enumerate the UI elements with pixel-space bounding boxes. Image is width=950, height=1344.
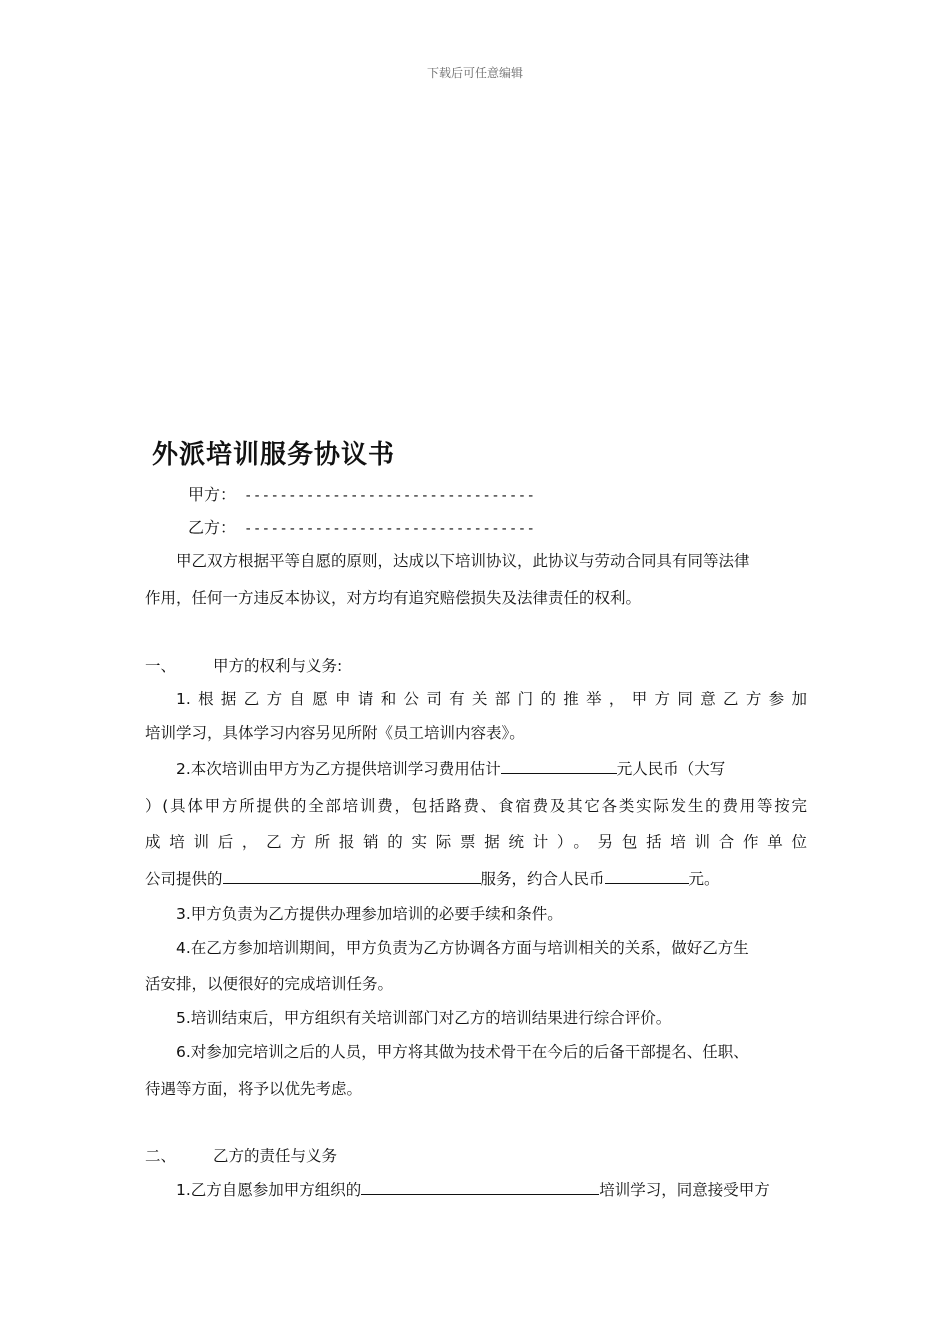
- s1-item2-line2: ）(具体甲方所提供的全部培训费，包括路费、食宿费及其它各类实际发生的费用等按完: [145, 797, 807, 815]
- s1-item2-text-g: 元。: [688, 870, 720, 888]
- s1-item1-line1: 1.根据乙方自愿申请和公司有关部门的推举，甲方同意乙方参加: [176, 690, 807, 708]
- document-title: 外派培训服务协议书: [152, 440, 396, 470]
- s1-item4-line2: 活安排，以便很好的完成培训任务。: [145, 975, 394, 993]
- party-b-line: [188, 515, 535, 538]
- s2-item1-text-b: 培训学习，同意接受甲方: [599, 1181, 770, 1199]
- party-a-label: 甲方：: [188, 485, 237, 504]
- s1-item2-text-f: 服务，约合人民币: [480, 870, 605, 888]
- section2-title: 乙方的责任与义务: [213, 1147, 338, 1165]
- s1-item4-line1: 4.在乙方参加培训期间，甲方负责为乙方协调各方面与培训相关的关系，做好乙方生: [176, 939, 749, 957]
- party-a-line: [188, 482, 535, 505]
- party-b-blank: ---------------------------------: [244, 521, 536, 537]
- s1-item2-text-e: 公司提供的: [145, 870, 223, 888]
- s1-item2-line4: [145, 867, 807, 889]
- training-name-blank: [361, 1193, 599, 1195]
- s1-item3: 3.甲方负责为乙方提供办理参加培训的必要手续和条件。: [176, 905, 563, 923]
- s2-item1-line1: [176, 1178, 807, 1200]
- partner-company-blank: [223, 882, 481, 884]
- service-amount-blank: [605, 882, 689, 884]
- s1-item5: 5.培训结束后，甲方组织有关培训部门对乙方的培训结果进行综合评价。: [176, 1009, 672, 1027]
- s1-item2-text-b: 元人民币（大写: [616, 760, 726, 778]
- s1-item6-line2: 待遇等方面，将予以优先考虑。: [145, 1080, 363, 1098]
- s1-item6-line1: 6.对参加完培训之后的人员，甲方将其做为技术骨干在今后的后备干部提名、任职、: [176, 1043, 749, 1061]
- section1-number: 一、: [145, 657, 177, 675]
- s1-item2-line3: 成培训后，乙方所报销的实际票据统计）。另包括培训合作单位: [145, 833, 807, 851]
- party-a-blank: ---------------------------------: [244, 488, 536, 504]
- s2-item1-text-a: 1.乙方自愿参加甲方组织的: [176, 1181, 362, 1199]
- section1-heading: [145, 654, 807, 676]
- fee-estimate-blank: [501, 772, 617, 774]
- s1-item2-text-a: 2.本次培训由甲方为乙方提供培训学习费用估计: [176, 760, 501, 778]
- section2-heading: [145, 1144, 807, 1166]
- party-b-label: 乙方：: [188, 518, 237, 537]
- intro-line-1: 甲乙双方根据平等自愿的原则，达成以下培训协议，此协议与劳动合同具有同等法律: [176, 552, 750, 570]
- intro-line-2: 作用，任何一方违反本协议，对方均有追究赔偿损失及法律责任的权利。: [145, 589, 642, 607]
- page-header: 下载后可任意编辑: [426, 66, 523, 80]
- s1-item2-line1: [176, 757, 807, 779]
- s1-item1-line2: 培训学习，具体学习内容另见所附《员工培训内容表》。: [145, 724, 525, 742]
- section1-title: 甲方的权利与义务:: [213, 657, 343, 675]
- section2-number: 二、: [145, 1147, 177, 1165]
